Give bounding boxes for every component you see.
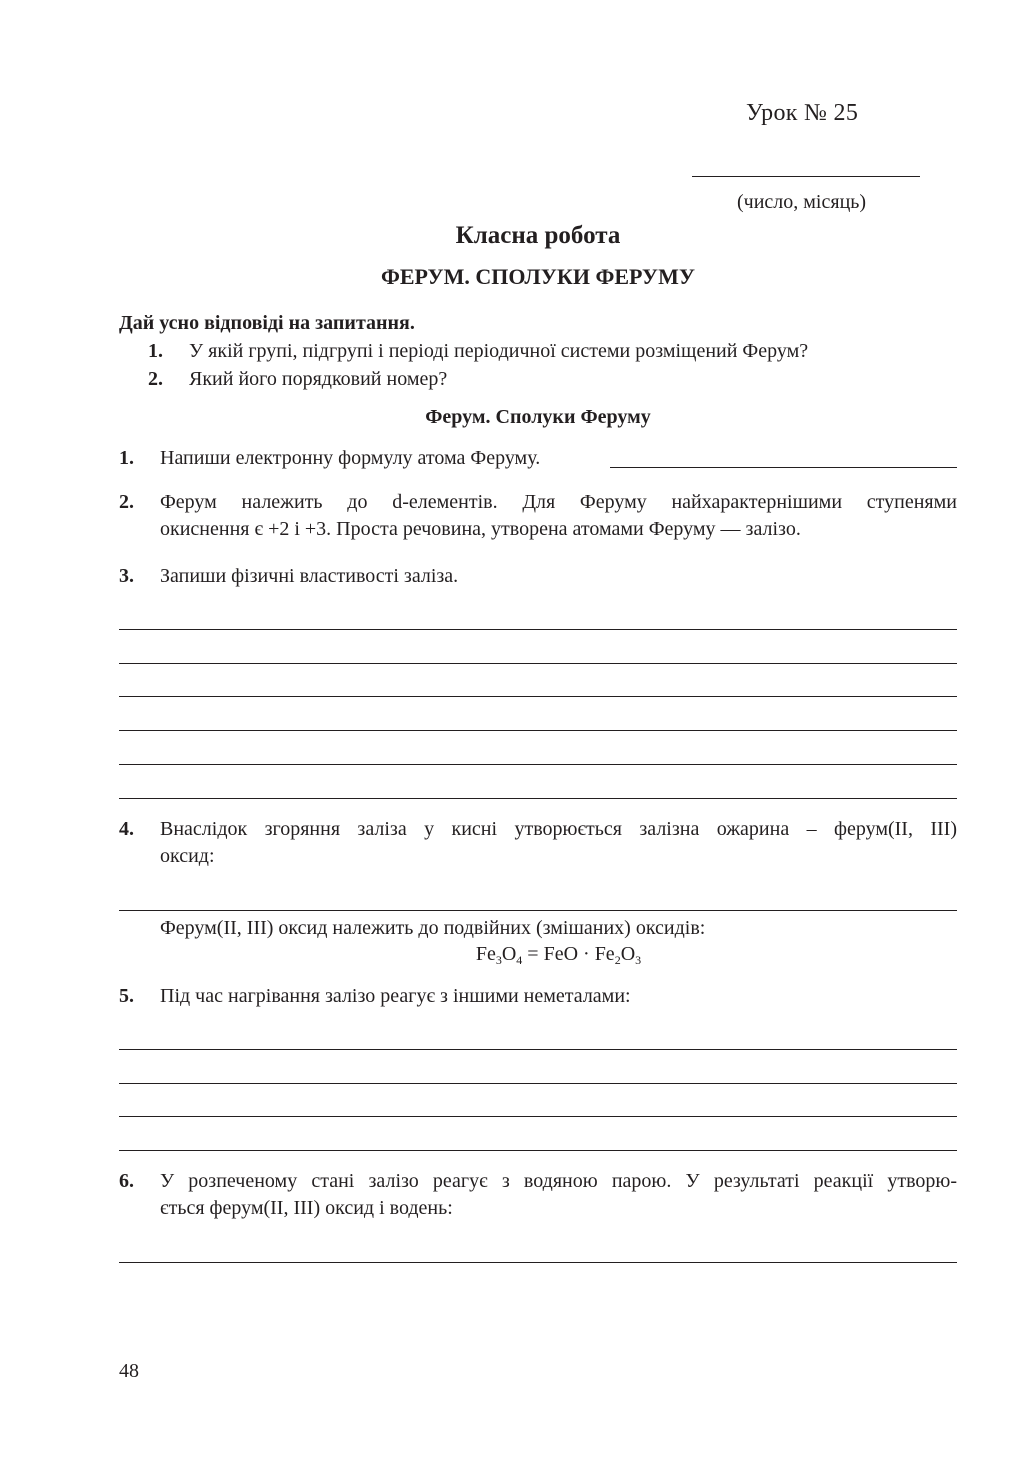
task-text-line: окиснення є +2 і +3. Проста речовина, утворена атомами Феруму — залізо. [160, 518, 801, 540]
intro-question-number: 2. [148, 368, 163, 390]
task-number: 4. [119, 818, 134, 840]
date-blank-line[interactable] [692, 176, 920, 177]
task-number: 2. [119, 491, 134, 513]
answer-line[interactable] [119, 1049, 957, 1050]
page-title: Класна робота [455, 222, 621, 249]
intro-question-text: Який його порядковий номер? [189, 368, 448, 390]
task-number: 6. [119, 1170, 134, 1192]
intro-question-number: 1. [148, 340, 163, 362]
date-caption: (число, місяць) [737, 191, 867, 213]
answer-line[interactable] [119, 798, 957, 799]
task-text-line: оксид: [160, 845, 215, 867]
note-text: Ферум(ІІ, ІІІ) оксид належить до подвійних (змішаних) оксидів: [160, 917, 706, 939]
task-number: 5. [119, 985, 134, 1007]
answer-line[interactable] [119, 1262, 957, 1263]
answer-line[interactable] [119, 1150, 957, 1151]
answer-line[interactable] [119, 764, 957, 765]
page-subtitle: ФЕРУМ. СПОЛУКИ ФЕРУМУ [380, 264, 695, 289]
intro-heading: Дай усно відповіді на запитання. [119, 312, 415, 334]
page-number: 48 [119, 1360, 139, 1382]
answer-line[interactable] [119, 1083, 957, 1084]
task-text: Запиши фізичні властивості заліза. [160, 565, 459, 587]
task-text: Під час нагрівання залізо реагує з іншими неметалами: [160, 985, 631, 1007]
answer-line[interactable] [119, 696, 957, 697]
task-text: Напиши електронну формулу атома Феруму. [160, 447, 541, 469]
lesson-number: Урок № 25 [746, 100, 859, 126]
task-text-line: ється ферум(ІІ, ІІІ) оксид і водень: [160, 1197, 453, 1219]
task-number: 1. [119, 447, 134, 469]
fe3o4-formula: $Fe_3O_4$ = FeO · $Fe_2O_3$ [475, 943, 642, 967]
answer-line[interactable] [610, 467, 957, 468]
intro-question-text: У якій групі, підгрупі і періоді періодичної системи розміщений Ферум? [189, 340, 809, 362]
answer-line[interactable] [119, 910, 957, 911]
answer-line[interactable] [119, 663, 957, 664]
answer-line[interactable] [119, 730, 957, 731]
section-title: Ферум. Сполуки Феруму [425, 406, 651, 428]
answer-line[interactable] [119, 629, 957, 630]
task-text-line: У розпеченому стані залізо реагує з водяною парою. У результаті реакції утворю- [160, 1170, 957, 1192]
task-number: 3. [119, 565, 134, 587]
task-text-line: Ферум належить до d-елементів. Для Феруму найхарактернішими ступенями [160, 491, 957, 513]
answer-line[interactable] [119, 1116, 957, 1117]
task-text-line: Внаслідок згоряння заліза у кисні утворюється залізна ожарина – ферум(ІІ, ІІІ) [160, 818, 957, 840]
